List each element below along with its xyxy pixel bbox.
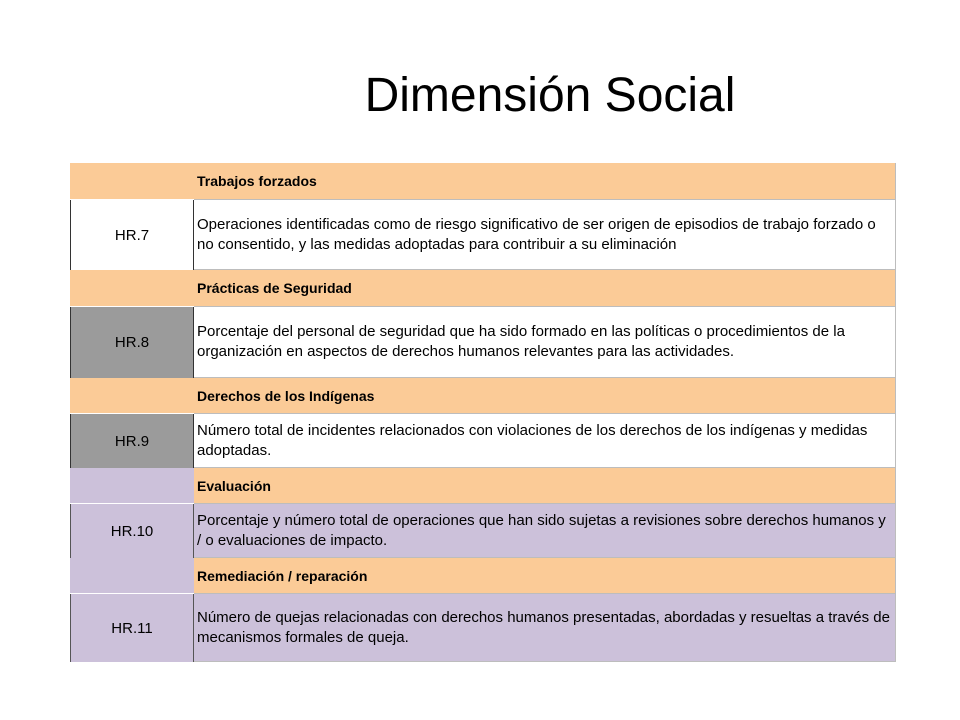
indicator-code: HR.9 [70, 414, 194, 468]
section-title: Derechos de los Indígenas [194, 378, 896, 414]
indicator-code: HR.11 [70, 594, 194, 662]
indicator-code: HR.7 [70, 200, 194, 270]
indicator-description: Porcentaje y número total de operaciones que han sido sujetas a revisiones sobre derechos humanos y / o evaluaciones de impacto. [194, 504, 896, 558]
section-header-row [70, 378, 896, 414]
section-code-cell [70, 163, 194, 200]
section-code-cell [70, 378, 194, 414]
indicator-code: HR.8 [70, 307, 194, 378]
section-code-cell [70, 468, 194, 504]
indicator-description: Porcentaje del personal de seguridad que ha sido formado en las políticas o procedimientos de la organización en aspectos de derechos humanos relevantes para las actividades. [194, 307, 896, 378]
page-title: Dimensión Social [364, 69, 736, 122]
section-title: Evaluación [194, 468, 896, 504]
indicator-description: Número de quejas relacionadas con derechos humanos presentadas, abordadas y resueltas a través de mecanismos formales de queja. [194, 594, 896, 662]
section-header-row [70, 163, 896, 200]
indicator-code: HR.10 [70, 504, 194, 558]
section-header-row [70, 270, 896, 307]
section-code-cell [70, 270, 194, 307]
table-row [70, 200, 896, 270]
table-row [70, 594, 896, 662]
section-title: Prácticas de Seguridad [194, 270, 896, 307]
section-code-cell [70, 558, 194, 594]
table-row [70, 414, 896, 468]
indicator-description: Operaciones identificadas como de riesgo significativo de ser origen de episodios de trabajo forzado o no consentido, y las medidas adoptadas para contribuir a su eliminación [194, 200, 896, 270]
indicator-description: Número total de incidentes relacionados con violaciones de los derechos de los indígenas y medidas adoptadas. [194, 414, 896, 468]
section-title: Remediación / reparación [194, 558, 896, 594]
table-row [70, 307, 896, 378]
table-row [70, 504, 896, 558]
section-title: Trabajos forzados [194, 163, 896, 200]
section-header-row [70, 468, 896, 504]
section-header-row [70, 558, 896, 594]
